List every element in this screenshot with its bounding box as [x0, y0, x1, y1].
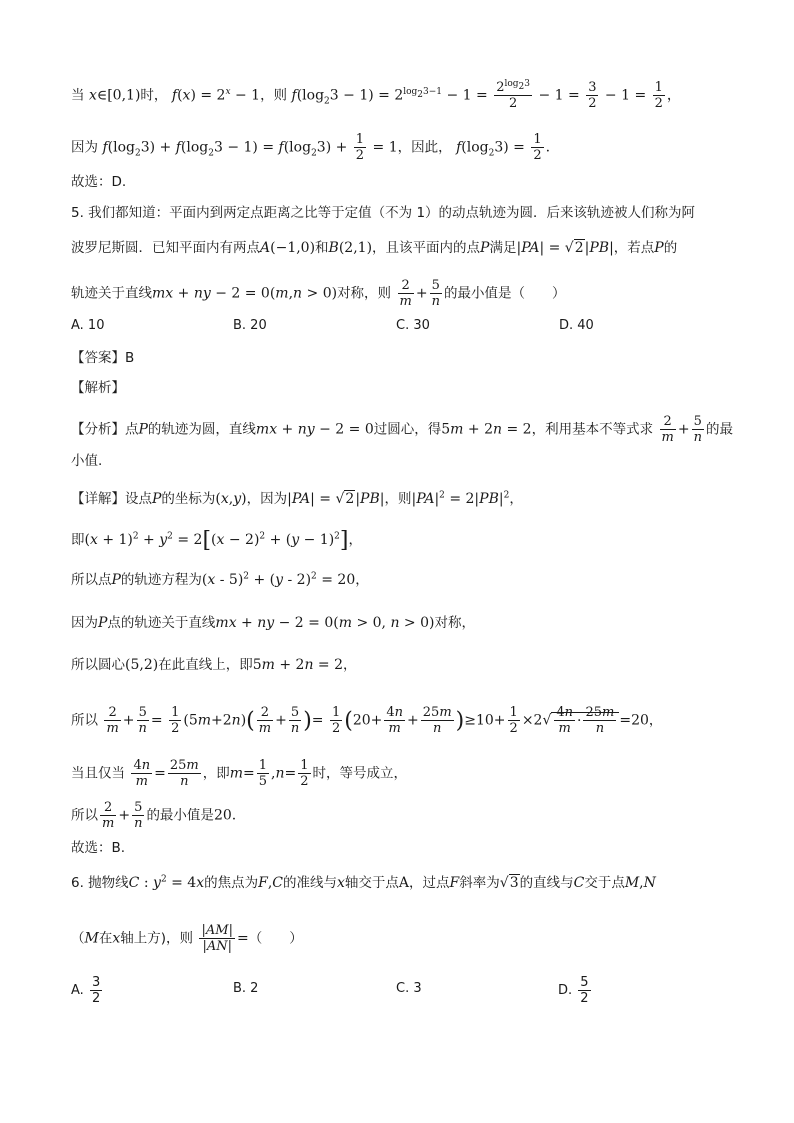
- fraction: $\frac{5}{n}$: [134, 800, 143, 831]
- line-2: 因为 $f(\log_23) + f(\log_23 - 1) = f(\log_23)$ + $\frac{1}{2}$ = 1，因此， $f(\log_23)$ = $\frac{1}{2}$ .: [71, 132, 551, 163]
- text: 的最小值是: [146, 807, 214, 824]
- q6-line-2: （M在x轴上方)，则 $\frac{|AM|}{|AN|}$ =（ ）: [71, 923, 303, 954]
- text: 和: [315, 240, 329, 256]
- text: ，: [348, 532, 362, 548]
- text: .: [231, 807, 237, 824]
- text: 满足: [489, 240, 517, 256]
- suoyi-line-3: 所以 $\frac{2}{m}$ + $\frac{5}{n}$ = $\frac{1}{2}$ (5m+2n)( $\frac{2}{m}$ + $\frac{5}{n}$ )= $\frac{1}{2}$ (20+ $\frac{4n}{m}$ + $\frac{25m}{n}$ )≥10+ $\frac{1}{2}$ ×2√ $\frac{4n}{m}$ · $\frac{25m}{n}$ =20，: [71, 705, 663, 736]
- text: 即: [71, 532, 85, 548]
- xiangjie-line: 【详解】设点P的坐标为(x,y)，因为|PA| = √2|PB|，则$|PA|^2 = 2|PB|^2$，: [71, 490, 523, 507]
- line-1: 当 x∈[0,1)时， $f(x) = 2^x - 1$，则 $f(\log_23 - 1) = 2^{log_23-1} - 1$ = $\frac{2^{log_23}}{2}$ − 1 = $\frac{3}{2}$ − 1 = $\frac{1}{2}$ ，: [71, 78, 681, 111]
- text: 6. 抛物线: [71, 875, 129, 891]
- text: 20: [213, 807, 232, 824]
- fraction: $\frac{25m}{n}$: [422, 705, 452, 736]
- fraction: $\frac{1}{2}$: [509, 705, 518, 736]
- fraction: $\frac{5}{n}$: [693, 414, 702, 445]
- fraction: $\frac{1}{2}$: [171, 705, 180, 736]
- fraction: $\frac{2}{m}$: [661, 414, 674, 445]
- text: 所以: [71, 712, 98, 729]
- fraction: $\frac{25m}{n}$: [169, 758, 199, 789]
- fraction: $\frac{5}{n}$: [138, 705, 147, 736]
- dangqie-line: 当且仅当 $\frac{4n}{m}$ = $\frac{25m}{n}$ ，即m= $\frac{1}{5}$ ,n= $\frac{1}{2}$ 时，等号成立，: [71, 758, 408, 789]
- fraction: $\frac{2}{m}$: [106, 705, 119, 736]
- q5-line-2: 波罗尼斯圆．已知平面内有两点A(−1,0)和B(2,1)，且该平面内的点P满足|PA| = √2|PB|，若点P的: [71, 240, 678, 256]
- text: 轴上方)，则: [120, 930, 194, 947]
- suoyi-line-2: 所以圆心(5,2)在此直线上，即5m + 2n = 2，: [71, 657, 357, 673]
- text: 的轨迹为圆，直线: [147, 421, 256, 438]
- q6-option-d[interactable]: [558, 975, 593, 1006]
- text: ，因此，: [397, 139, 452, 156]
- fraction: $\frac{1}{5}$: [258, 758, 268, 789]
- text: ，且该平面内的点: [372, 240, 481, 256]
- text: 在此直线上，即: [158, 657, 253, 673]
- q5-option-b[interactable]: B. 20: [233, 318, 267, 333]
- text: 因为: [71, 615, 98, 631]
- yinwei-line-2: 因为P点的轨迹关于直线mx + ny − 2 = 0(m > 0, n > 0)对称，: [71, 615, 475, 631]
- suoyi-line-4: 所以 $\frac{2}{m}$ + $\frac{5}{n}$ 的最小值是20.: [71, 800, 237, 831]
- fraction: $\frac{25m}{n}$: [585, 705, 615, 736]
- text: 对称，: [434, 615, 475, 631]
- fraction: $\frac{1}{2}$: [300, 758, 309, 789]
- fraction: $\frac{2}{m}$: [399, 278, 412, 309]
- text: 斜率为: [459, 875, 500, 891]
- text: ，: [648, 712, 663, 729]
- text: ，过点: [409, 875, 450, 891]
- text: 对称，则: [337, 285, 392, 302]
- text: ，因为: [246, 491, 288, 507]
- fraction: $\frac{3}{2}$: [91, 975, 101, 1006]
- suoyi-line-1: 所以点P的轨迹方程为(x - 5)$^2$ + (y - 2)$^2$ = 20，: [71, 571, 369, 588]
- text: ，则: [260, 87, 288, 104]
- q5-option-a[interactable]: A. 10: [71, 318, 105, 333]
- fraction: $\frac{3}{2}$: [588, 80, 597, 111]
- fraction: $\frac{4n}{m}$: [133, 758, 151, 789]
- q5-option-c[interactable]: C. 30: [396, 318, 430, 333]
- text: 所以: [71, 807, 98, 824]
- text: 时，: [140, 87, 168, 104]
- fraction: $\frac{2}{m}$: [258, 705, 272, 736]
- text: 过圆心，得: [373, 421, 442, 438]
- analysis-tag: 【解析】: [71, 380, 125, 396]
- text: 波罗尼斯圆．已知平面内有两点: [71, 240, 260, 256]
- q5-line-1: 5. 我们都知道：平面内到两定点距离之比等于定值（不为 1）的动点轨迹为圆．后来该轨迹被人们称为阿: [71, 205, 696, 221]
- text: 的: [663, 240, 678, 256]
- q6-option-c[interactable]: C. 3: [396, 981, 422, 996]
- text: 当: [71, 87, 85, 104]
- fraction: $\frac{4n}{m}$: [386, 705, 404, 736]
- q6-options: [71, 975, 731, 1009]
- fraction: $\frac{1}{2}$: [533, 132, 542, 163]
- text: 轴交于点: [344, 875, 399, 891]
- q5-options: [71, 318, 731, 340]
- text: D.: [558, 983, 573, 998]
- text: 时，等号成立，: [312, 765, 408, 782]
- text: ，: [343, 657, 357, 673]
- text: 的最小值是（ ）: [443, 285, 566, 302]
- fraction: $\frac{5}{2}$: [580, 975, 589, 1006]
- text: 所以圆心: [71, 657, 125, 673]
- q5-option-d[interactable]: D. 40: [559, 318, 594, 333]
- fraction: $\frac{5}{n}$: [431, 278, 440, 309]
- fraction: $\frac{|AM|}{|AN|}$: [201, 923, 233, 954]
- text: 所以点: [71, 572, 112, 588]
- text: 因为: [71, 139, 98, 156]
- text: 的最: [705, 421, 733, 438]
- text: （ ）: [248, 930, 303, 947]
- text: ，即: [202, 765, 230, 782]
- text: ，利用基本不等式求: [531, 421, 654, 438]
- text: 交于点: [584, 875, 625, 891]
- answer-tag: 【答案】B: [71, 350, 135, 366]
- fraction: $\frac{1}{2}$: [355, 132, 365, 163]
- q5-line-3: 轨迹关于直线mx + ny − 2 = 0(m,n > 0)对称，则 $\frac{2}{m}$ + $\frac{5}{n}$ 的最小值是（ ）: [71, 278, 566, 309]
- fraction: $\frac{1}{2}$: [331, 705, 341, 736]
- fraction: $\frac{2^{log_23}}{2}$: [496, 78, 531, 111]
- fenxi-line-2: 小值.: [71, 453, 103, 469]
- fraction: $\frac{1}{2}$: [654, 80, 663, 111]
- text: 的轨迹方程为: [120, 572, 202, 588]
- text: 当且仅当: [71, 765, 125, 782]
- text: A.: [71, 983, 84, 998]
- fraction: $\frac{2}{m}$: [102, 800, 115, 831]
- text: 的坐标为: [161, 491, 216, 507]
- text: （: [71, 930, 85, 947]
- text: 在: [98, 930, 113, 947]
- answer-line-d: 故选：D.: [71, 174, 127, 190]
- text: 点的轨迹关于直线: [107, 615, 216, 631]
- text: 的焦点为: [204, 875, 259, 891]
- text: 的直线与: [519, 875, 574, 891]
- text: 【详解】设点: [71, 491, 152, 507]
- q6-option-a[interactable]: [71, 975, 104, 1006]
- text: 的准线与: [283, 875, 338, 891]
- fenxi-line: 【分析】点P的轨迹为圆，直线mx + ny − 2 = 0过圆心，得5m + 2n = 2，利用基本不等式求 $\frac{2}{m}$ + $\frac{5}{n}$ 的最: [71, 414, 733, 445]
- text: ，: [509, 491, 523, 507]
- text: 【分析】点: [71, 421, 139, 438]
- fraction: $\frac{5}{n}$: [290, 705, 300, 736]
- q6-option-b[interactable]: B. 2: [233, 981, 259, 996]
- text: 轨迹关于直线: [71, 285, 152, 302]
- ji-line: 即$(x + 1)^2 + y^2 = 2[(x - 2)^2 + (y - 1)^2]$，: [71, 528, 362, 553]
- answer-line-b: 故选：B.: [71, 840, 126, 856]
- q6-line-1: 6. 抛物线C : $y^2 = 4x$的焦点为F,C的准线与x轴交于点A，过点F斜率为√3的直线与C交于点M,N: [71, 874, 656, 891]
- text: ，若点: [613, 240, 655, 256]
- text: ，则: [384, 491, 412, 507]
- text: ，: [355, 572, 369, 588]
- fraction: $\frac{4n}{m}$: [556, 705, 574, 736]
